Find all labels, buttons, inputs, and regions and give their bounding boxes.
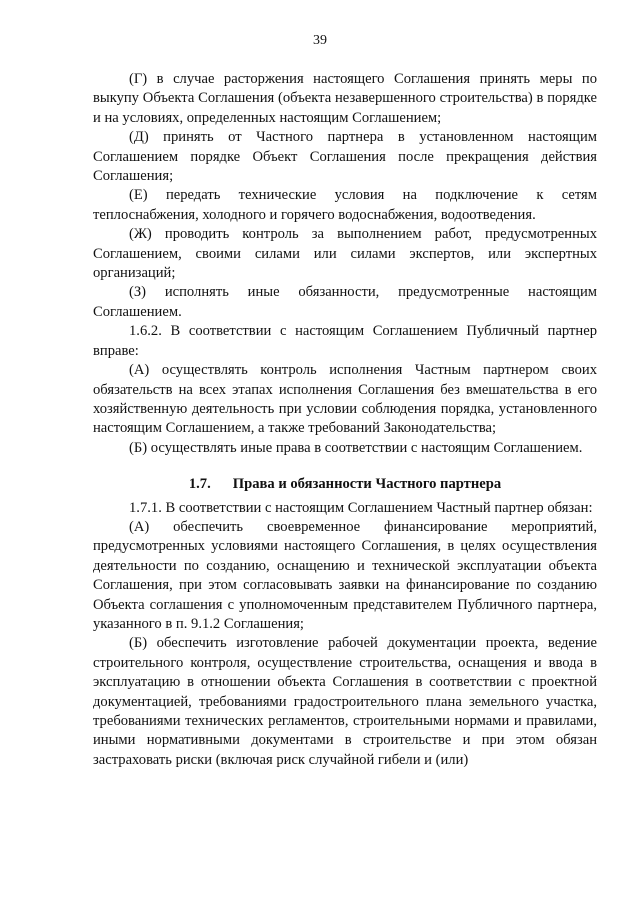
paragraph-e: (Е) передать технические условия на подключение к сетям теплоснабжения, холодного и горячего водоснабжения, водоотведения. bbox=[93, 187, 597, 223]
document-body bbox=[93, 70, 597, 770]
section-number: 1.7. bbox=[188, 476, 211, 493]
paragraph-a-obligations: (А) обеспечить своевременное финансирование мероприятий, предусмотренных условиями настоящего Соглашения, в целях осуществления деятельности по созданию, оснащению и технической эксплуатации объекта Соглашения, при этом согласовывать заявки на финансирование по созданию Объекта соглашения с уполномоченным представителем Публичного партнера, указанного в п. 9.1.2 Соглашения; bbox=[93, 518, 597, 632]
page-number: 39 bbox=[313, 33, 327, 48]
paragraph-1-6-2: 1.6.2. В соответствии с настоящим Соглашением Публичный партнер вправе: bbox=[93, 323, 597, 359]
section-title: Права и обязанности Частного партнера bbox=[232, 476, 502, 493]
paragraph-b-obligations: (Б) обеспечить изготовление рабочей документации проекта, ведение строительного контроля, осуществление строительства, оснащения и ввода в эксплуатацию в отношении объекта Соглашения в соответствии с проектной документацией, требованиями градостроительного плана земельного участка, требованиями технических регламентов, строительными нормами и правилами, иными нормативными документами в строительстве и при этом обязан застраховать риски (включая риск случайной гибели и (или) bbox=[93, 635, 597, 768]
paragraph-zh: (Ж) проводить контроль за выполнением работ, предусмотренных Соглашением, своими силами или силами экспертов, или экспертных организаций; bbox=[93, 226, 597, 282]
paragraph-a-rights: (А) осуществлять контроль исполнения Частным партнером своих обязательств на всех этапах исполнения Соглашения без вмешательства в его хозяйственную деятельность при условии соблюдения порядка, установленного настоящим Соглашением, а также требований Законодательства; bbox=[93, 362, 597, 437]
paragraph-z: (З) исполнять иные обязанности, предусмотренные настоящим Соглашением. bbox=[93, 284, 597, 320]
paragraph-d: (Д) принять от Частного партнера в установленном настоящим Соглашением порядке Объект Соглашения после прекращения действия Соглашения; bbox=[93, 129, 597, 185]
paragraph-g: (Г) в случае расторжения настоящего Соглашения принять меры по выкупу Объекта Соглашения (объекта незавершенного строительства) в порядке и на условиях, определенных настоящим Соглашением; bbox=[93, 71, 597, 126]
paragraph-b-rights: (Б) осуществлять иные права в соответствии с настоящим Соглашением. bbox=[129, 439, 583, 456]
section-heading bbox=[93, 475, 597, 494]
paragraph-1-7-1: 1.7.1. В соответствии с настоящим Соглашением Частный партнер обязан: bbox=[129, 499, 593, 516]
